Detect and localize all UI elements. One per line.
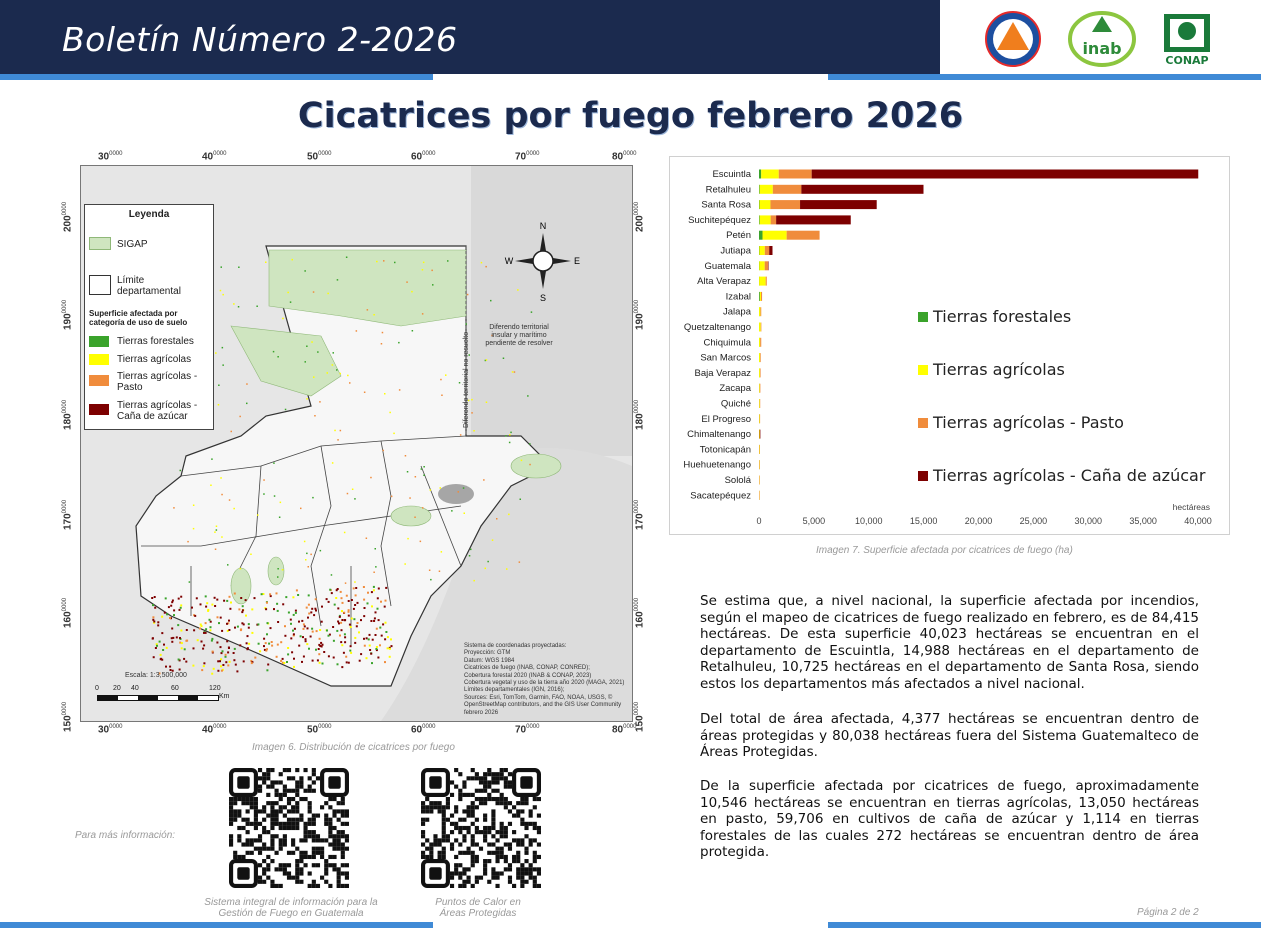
map-tick-x-top: $40^{0000}$	[202, 151, 227, 163]
chart-bar-segment	[801, 185, 923, 194]
chart-category-label: Suchitepéquez	[688, 214, 751, 226]
chart-bar-segment	[760, 414, 761, 423]
chart-caption: Imagen 7. Superficie afectada por cicatrices de fuego (ha)	[816, 545, 1073, 556]
chart-legend-forestales	[918, 307, 1071, 326]
chart-bar-segment	[759, 323, 761, 332]
map-tick-x-top: $80^{0000}$	[612, 151, 637, 163]
chart-bar-segment	[759, 430, 760, 439]
chart-x-tick-label: 25,000	[1019, 516, 1048, 526]
map-tick-x-top: $50^{0000}$	[307, 151, 332, 163]
chart-x-tick-label: 15,000	[909, 516, 938, 526]
map-tick-y-right: $200^{0000}$	[634, 201, 646, 232]
chart-bar-segment	[759, 185, 760, 194]
chart-bar-segment	[770, 200, 800, 209]
qr-code-heat-points[interactable]	[421, 768, 541, 888]
chart-bar-segment	[759, 261, 764, 270]
chart-bar-segment	[760, 368, 761, 377]
chart-bar-segment	[759, 368, 760, 377]
chart-bar-segment	[759, 384, 760, 393]
chart-category-label: San Marcos	[700, 352, 751, 364]
paragraph-3: De la superficie afectada por cicatrices de fuego, aproximadamente 10,546 hectáreas se encuentran en tierras agrícolas, 13,050 hectáreas en pasto, 59,706 en cultivos de caña de azúcar y 1,114 en tierras forestales de las cuales 272 hectáreas se encuentran dentro de área protegida.	[700, 778, 1199, 861]
map-tick-x-bottom: $30^{0000}$	[98, 724, 123, 736]
chart-x-tick-label: 20,000	[964, 516, 993, 526]
compass-e: E	[573, 256, 581, 266]
map-tick-y-left: $160^{0000}$	[62, 597, 74, 628]
chart-bar-segment	[759, 200, 770, 209]
chart-bar-segment	[760, 338, 761, 347]
map-tick-y-left: $170^{0000}$	[62, 499, 74, 530]
chart-bar-segment	[765, 261, 768, 270]
chart-category-label: El Progreso	[701, 413, 751, 425]
chart-category-label: Guatemala	[704, 260, 751, 272]
map-sources: Sistema de coordenadas proyectadas: Proyección: GTM Datum: WGS 1984 Cicatrices de fuego (INAB, CONAP, CONRED); Cobertura forestal 2020 (INAB & CONAP, 2023) Cobertura vegetal y uso de la tierra año 2020 (MAGA, 2021) Límites departamentales (IGN, 2016); Sources: Esri, TomTom, Garmin, FAO, NOAA, USGS, © OpenStreetMap contributors, and the GIS User Community febrero 2026	[464, 643, 625, 716]
map-tick-x-bottom: $70^{0000}$	[515, 724, 540, 736]
scale-bar	[95, 685, 230, 700]
compass-s: S	[539, 293, 547, 303]
chart-bar-segment	[759, 231, 763, 240]
chart-legend-agricolas	[918, 360, 1065, 379]
chart-bar-segment	[760, 185, 773, 194]
chart-bar-segment	[761, 292, 762, 301]
chart-bar-segment	[773, 185, 802, 194]
scale-label: Escala: 1:3,500,000	[125, 672, 187, 679]
chart-bar-segment	[759, 476, 760, 485]
map-tick-y-right: $170^{0000}$	[634, 499, 646, 530]
chart-legend-cana-swatch	[918, 471, 928, 481]
chart-bar-segment	[759, 353, 760, 362]
legend-agricolas-label: Tierras agrícolas	[117, 354, 192, 365]
map-tick-y-right: $160^{0000}$	[634, 597, 646, 628]
chart-bar-segment	[759, 338, 760, 347]
legend-limite-label: Límite departamental	[117, 275, 181, 297]
map-caption: Imagen 6. Distribución de cicatrices por fuego	[252, 742, 455, 753]
chart-bar-segment	[759, 491, 760, 500]
chart-bar-segment	[776, 215, 851, 224]
chart-category-label: Petén	[726, 230, 751, 242]
chart-x-tick-label: 30,000	[1074, 516, 1103, 526]
chart-bar-segment	[787, 231, 820, 240]
footer-stripe-left	[0, 922, 433, 928]
chart-x-tick-label: 10,000	[854, 516, 883, 526]
legend-forestales-swatch	[89, 336, 109, 347]
chart-legend-pasto-swatch	[918, 418, 928, 428]
chart-bar-segment	[759, 460, 760, 469]
chart-category-label: Escuintla	[712, 169, 751, 180]
map-tick-x-bottom: $60^{0000}$	[411, 724, 436, 736]
map-tick-y-left: $190^{0000}$	[62, 299, 74, 330]
qr-code-fire-system[interactable]	[229, 768, 349, 888]
chart-bar-segment	[761, 323, 762, 332]
chart-category-label: Baja Verapaz	[694, 367, 751, 379]
scale-tick-3: 60	[171, 685, 179, 692]
conap-logo	[1160, 10, 1214, 68]
scale-tick-1: 20	[113, 685, 121, 692]
legend-forestales-label: Tierras forestales	[117, 336, 194, 347]
chart-category-label: Jalapa	[723, 306, 751, 318]
chart-bar-segment	[760, 215, 771, 224]
legend-pasto-swatch	[89, 375, 109, 386]
chart-bar-segment	[759, 215, 760, 224]
chart-bar-segment	[760, 384, 761, 393]
chart-bar-segment	[760, 430, 761, 439]
chart-bar-segment	[771, 215, 776, 224]
paragraph-2: Del total de área afectada, 4,377 hectáreas se encuentran dentro de áreas protegidas y 80,038 hectáreas fuera del Sistema Guatemalteco de Áreas Protegidas.	[700, 711, 1199, 761]
chart-legend-cana-label: Tierras agrícolas - Caña de azúcar	[933, 466, 1206, 485]
map-tick-x-bottom: $50^{0000}$	[307, 724, 332, 736]
map-tick-y-left: $180^{0000}$	[62, 399, 74, 430]
chart-category-label: Jutiapa	[720, 245, 751, 257]
chart-category-label: Retalhuleu	[705, 184, 751, 196]
chart-bar-segment	[759, 292, 760, 301]
more-info-label: Para más información:	[75, 830, 176, 841]
map-tick-x-top: $70^{0000}$	[515, 151, 540, 163]
footer-stripe-right	[828, 922, 1261, 928]
chart-x-tick-label: 40,000	[1184, 516, 1212, 526]
chart-category-label: Chiquimula	[703, 337, 751, 349]
page-number: Página 2 de 2	[1137, 907, 1199, 918]
chart-bar-segment	[768, 261, 769, 270]
compass-n: N	[539, 221, 547, 231]
chart-bar-segment	[779, 170, 812, 179]
chart-bar-segment	[760, 307, 761, 316]
qr-caption-1: Sistema integral de información para la Gestión de Fuego en Guatemala	[204, 897, 378, 919]
map-tick-y-right: $150^{0000}$	[634, 701, 646, 732]
map-tick-y-left: $200^{0000}$	[62, 201, 74, 232]
chart-category-label: Sololá	[724, 475, 751, 486]
chart-bar-segment	[765, 246, 769, 255]
chart-category-label: Quiché	[720, 398, 751, 410]
conap-logo-text: CONAP	[1165, 54, 1209, 67]
chart-x-axis-label: hectáreas	[1172, 502, 1210, 512]
bar-chart-panel	[669, 156, 1230, 535]
chart-bar-segment	[800, 200, 877, 209]
chart-category-label: Huehuetenango	[683, 459, 751, 471]
chart-category-label: Chimaltenango	[687, 429, 751, 441]
chart-bar-segment	[759, 277, 766, 286]
chart-bar-segment	[760, 399, 761, 408]
map-tick-y-right: $180^{0000}$	[634, 399, 646, 430]
chart-bar-segment	[760, 353, 761, 362]
izabal-lake	[438, 484, 474, 504]
chart-category-label: Zacapa	[719, 383, 751, 395]
conred-logo	[984, 10, 1042, 68]
legend-agricolas-swatch	[89, 354, 109, 365]
legend-superficie-heading: Superficie afectada por categoría de uso de suelo	[89, 309, 188, 327]
legend-cana-label: Tierras agrícolas - Caña de azúcar	[117, 400, 198, 422]
chart-category-label: Santa Rosa	[701, 199, 751, 211]
chart-legend-cana	[918, 466, 1205, 485]
scale-unit: Km	[219, 693, 230, 700]
territorial-note: Diferendo territorial insular y marítimo pendiente de resolver	[485, 324, 553, 347]
paragraph-1: Se estima que, a nivel nacional, la superficie afectada por incendios, según el mapeo de cicatrices de fuego realizado en febrero, es de 84,415 hectáreas. De esta superficie 40,023 hectáreas se encuentran en el departamento de Escuintla, 14,988 hectáreas en el departamento de Retalhuleu, 10,725 hectáreas en el departamento de Santa Rosa, siendo estos los departamentos más afectados a nivel nacional.	[700, 593, 1199, 692]
chart-bar-segment	[759, 445, 760, 454]
chart-legend-forestales-label: Tierras forestales	[933, 307, 1072, 326]
chart-legend-agricolas-label: Tierras agrícolas	[933, 360, 1065, 379]
inab-logo-text: inab	[1082, 39, 1122, 58]
scale-tick-2: 40	[131, 685, 139, 692]
map-legend	[84, 204, 214, 430]
chart-bar-segment	[769, 246, 772, 255]
map-tick-y-left: $150^{0000}$	[62, 701, 74, 732]
chart-x-tick-label: 5,000	[802, 516, 826, 526]
map-tick-x-top: $60^{0000}$	[411, 151, 436, 163]
compass-w: W	[504, 256, 514, 266]
map-tick-x-bottom: $40^{0000}$	[202, 724, 227, 736]
chart-bar-segment	[766, 277, 767, 286]
chart-bar-segment	[812, 170, 1199, 179]
legend-pasto-label: Tierras agrícolas - Pasto	[117, 371, 198, 393]
chart-category-label: Alta Verapaz	[697, 276, 751, 288]
bulletin-title: Boletín Número 2-2026	[62, 20, 458, 59]
chart-bar-segment	[759, 307, 760, 316]
map-tick-x-top: $30^{0000}$	[98, 151, 123, 163]
header-stripe-left	[0, 74, 433, 80]
page-title: Cicatrices por fuego febrero 2026	[297, 96, 964, 136]
map-tick-x-bottom: $80^{0000}$	[612, 724, 637, 736]
chart-x-tick-label: 0	[756, 516, 762, 526]
scale-tick-4: 120	[209, 685, 221, 692]
map-legend-title: Leyenda	[128, 209, 170, 220]
chart-category-label: Totonicapán	[699, 444, 751, 456]
legend-sigap-swatch	[89, 237, 111, 250]
chart-bar-segment	[759, 246, 764, 255]
chart-x-tick-label: 35,000	[1129, 516, 1157, 526]
legend-cana-swatch	[89, 404, 109, 415]
header-stripe-right	[828, 74, 1261, 80]
chart-bar-segment	[759, 170, 761, 179]
legend-sigap-label: SIGAP	[117, 239, 148, 250]
qr-caption-2: Puntos de Calor en Áreas Protegidas	[435, 897, 521, 919]
chart-bar-segment	[759, 414, 760, 423]
chart-legend-agricolas-swatch	[918, 365, 928, 375]
territorial-vertical-note: Diferendo territorial no resuelto	[463, 331, 470, 428]
chart-bar-segment	[763, 231, 787, 240]
chart-bar-segment	[761, 170, 779, 179]
legend-limite-swatch	[89, 275, 111, 295]
chart-category-label: Sacatepéquez	[690, 490, 751, 502]
chart-legend-pasto	[918, 413, 1124, 432]
scale-tick-0: 0	[95, 685, 99, 692]
chart-bar-segment	[759, 399, 760, 408]
map-tick-y-right: $190^{0000}$	[634, 299, 646, 330]
chart-legend-forestales-swatch	[918, 312, 928, 322]
chart-category-label: Izabal	[725, 291, 751, 303]
chart-legend-pasto-label: Tierras agrícolas - Pasto	[933, 413, 1124, 432]
chart-bar-segment	[759, 200, 760, 209]
chart-bar-segment	[760, 292, 761, 301]
inab-logo	[1068, 10, 1136, 68]
chart-category-label: Quetzaltenango	[683, 322, 751, 333]
